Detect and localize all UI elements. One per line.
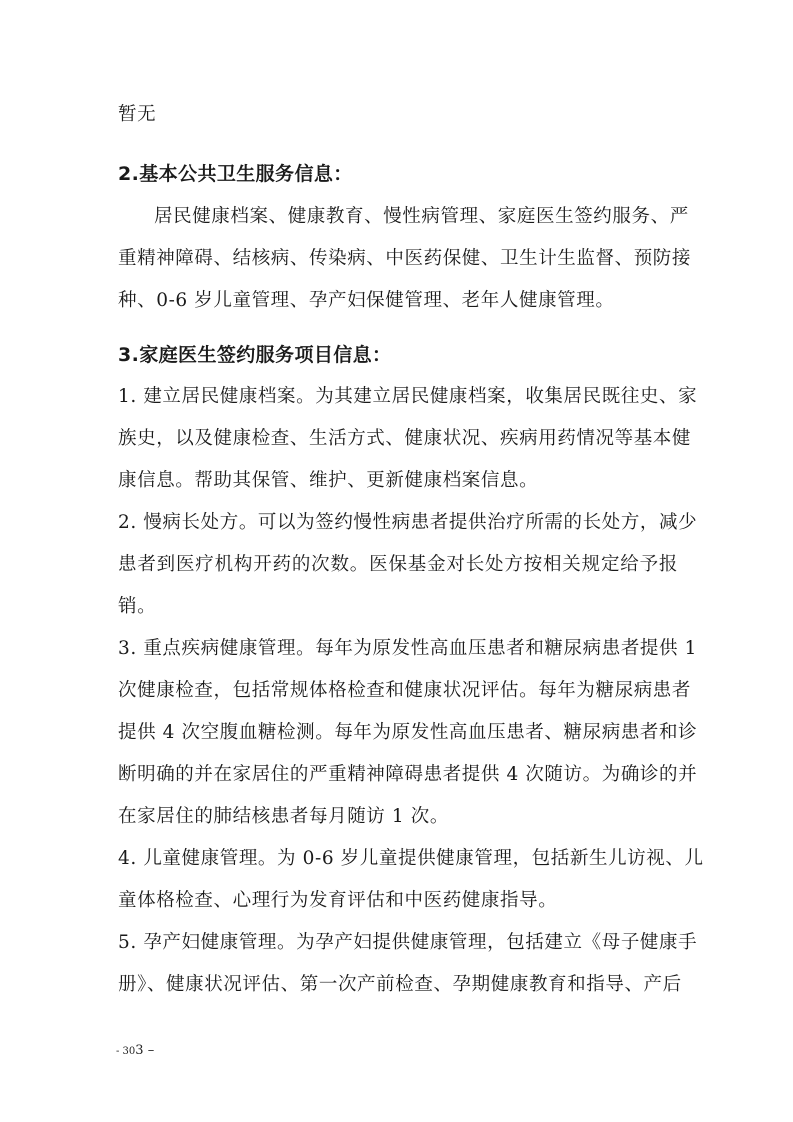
text-none: 暂无: [118, 104, 157, 125]
section-3-heading: 3.家庭医生签约服务项目信息：: [118, 344, 392, 366]
page-number-suffix: 3 –: [135, 1043, 155, 1058]
section-2-line: 居民健康档案、健康教育、慢性病管理、家庭医生签约服务、严: [154, 206, 689, 227]
page-number: [116, 1042, 154, 1061]
item-4-line: 童体格检查、心理行为发育评估和中医药健康指导。: [118, 890, 558, 911]
item-1-line: 1. 建立居民健康档案。为其建立居民健康档案，收集居民既往史、家: [118, 386, 698, 407]
item-4-line: 4. 儿童健康管理。为 0-6 岁儿童提供健康管理，包括新生儿访视、儿: [118, 848, 704, 869]
item-2-line: 销。: [118, 596, 157, 617]
item-5-line: 5. 孕产妇健康管理。为孕产妇提供健康管理，包括建立《母子健康手: [118, 932, 698, 953]
item-3-line: 在家居住的肺结核患者每月随访 1 次。: [118, 806, 449, 827]
item-2-line: 患者到医疗机构开药的次数。医保基金对长处方按相关规定给予报: [118, 554, 678, 575]
item-1-line: 族史，以及健康检查、生活方式、健康状况、疾病用药情况等基本健: [118, 428, 692, 449]
item-3-line: 断明确的并在家居住的严重精神障碍患者提供 4 次随访。为确诊的并: [118, 764, 698, 785]
section-2-line: 种、0-6 岁儿童管理、孕产妇保健管理、老年人健康管理。: [118, 290, 615, 311]
section-2-heading: 2.基本公共卫生服务信息：: [118, 163, 353, 185]
item-5-line: 册》、健康状况评估、第一次产前检查、孕期健康教育和指导、产后: [118, 974, 682, 995]
item-1-line: 康信息。帮助其保管、维护、更新健康档案信息。: [118, 470, 539, 491]
item-3-line: 提供 4 次空腹血糖检测。每年为原发性高血压患者、糖尿病患者和诊: [118, 722, 698, 743]
page-number-prefix: - 30: [116, 1046, 136, 1057]
item-3-line: 3. 重点疾病健康管理。每年为原发性高血压患者和糖尿病患者提供 1: [118, 638, 697, 659]
item-3-line: 次健康检查，包括常规体格检查和健康状况评估。每年为糖尿病患者: [118, 680, 692, 701]
section-2-line: 重精神障碍、结核病、传染病、中医药保健、卫生计生监督、预防接: [118, 248, 692, 269]
item-2-line: 2. 慢病长处方。可以为签约慢性病患者提供治疗所需的长处方，减少: [118, 512, 698, 533]
